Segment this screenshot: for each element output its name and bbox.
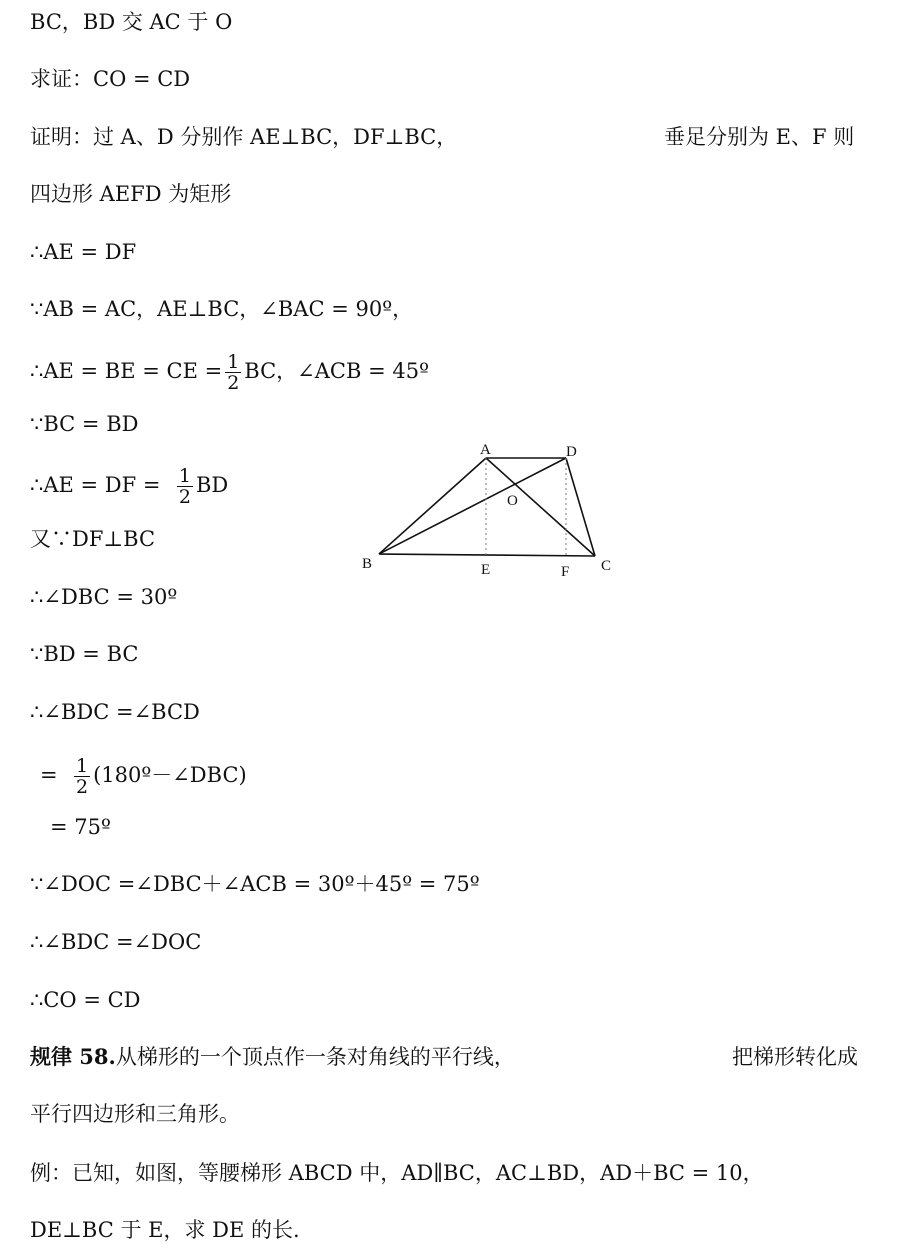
text-line-1: BC，BD 交 AC 于 O	[30, 10, 233, 34]
text-line-18: ∴CO = CD	[30, 988, 141, 1012]
text-line-8: ∵BC = BD	[30, 412, 139, 436]
text-line-7	[30, 352, 429, 393]
eq-part-a: =	[40, 763, 58, 787]
text-line-9	[30, 466, 228, 507]
text-line-5: ∴AE = DF	[30, 240, 137, 264]
trapezoid-figure	[355, 435, 625, 585]
rule-text-cont: 把梯形转化成	[732, 1045, 858, 1069]
label-d: D	[566, 444, 577, 460]
label-e: E	[481, 562, 491, 578]
text-line-12: ∵BD = BC	[30, 642, 139, 666]
text-line-11: ∴∠DBC = 30º	[30, 585, 178, 609]
diagonal-bd	[379, 458, 566, 554]
eq-part-b: BC，∠ACB = 45º	[244, 359, 429, 383]
segment-dc	[566, 458, 595, 556]
eq-part-b: BD	[195, 473, 229, 497]
text-line-13: ∴∠BDC =∠BCD	[30, 700, 200, 724]
text-line-19	[30, 1043, 858, 1071]
text-line-15: = 75º	[50, 815, 111, 839]
eq-part-a: ∴AE = BE = CE =	[30, 359, 223, 383]
fraction-half: $\frac{1}{2}$	[178, 465, 191, 508]
segment-ab	[379, 458, 486, 554]
fraction-half: $\frac{1}{2}$	[75, 755, 89, 798]
label-b: B	[362, 556, 373, 572]
text-line-6: ∵AB = AC，AE⊥BC，∠BAC = 90º，	[30, 297, 414, 321]
eq-part-a: ∴AE = DF =	[30, 473, 161, 497]
text-line-17: ∴∠BDC =∠DOC	[30, 930, 202, 954]
proof-start: 证明：过 A、D 分别作 AE⊥BC，DF⊥BC，	[30, 125, 458, 149]
text-line-21: 例：已知，如图，等腰梯形 ABCD 中，AD∥BC，AC⊥BD，AD＋BC = 10，	[30, 1161, 764, 1185]
label-c: C	[601, 558, 612, 574]
text-line-10: 又∵DF⊥BC	[30, 527, 156, 551]
proof-start-cont: 垂足分别为 E、F 则	[664, 125, 855, 149]
text-line-3	[30, 123, 855, 151]
diagonal-ac	[486, 458, 595, 556]
rule-number: 规律 58.	[30, 1044, 116, 1069]
text-line-2: 求证：CO = CD	[30, 67, 191, 91]
text-line-4: 四边形 AEFD 为矩形	[30, 182, 232, 206]
label-a: A	[480, 442, 491, 458]
label-o: O	[507, 493, 518, 509]
eq-part-b: (180º－∠DBC)	[93, 763, 247, 787]
text-line-14	[40, 756, 247, 797]
segment-bc	[379, 554, 595, 556]
text-line-20: 平行四边形和三角形。	[30, 1102, 240, 1126]
text-line-22: DE⊥BC 于 E，求 DE 的长.	[30, 1218, 300, 1242]
text-line-16: ∵∠DOC =∠DBC＋∠ACB = 30º＋45º = 75º	[30, 872, 480, 896]
fraction-half: $\frac{1}{2}$	[227, 351, 240, 394]
label-f: F	[561, 564, 570, 580]
rule-text: 从梯形的一个顶点作一条对角线的平行线，	[115, 1045, 515, 1069]
